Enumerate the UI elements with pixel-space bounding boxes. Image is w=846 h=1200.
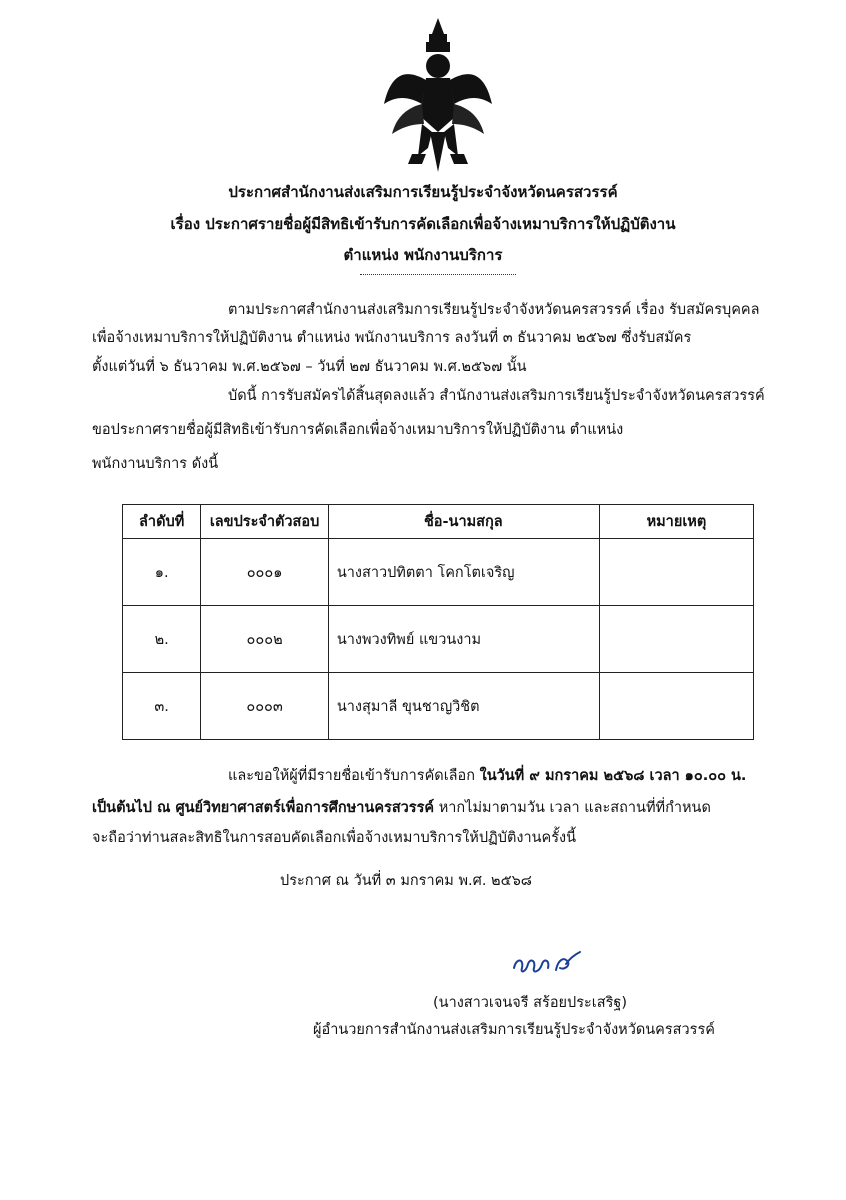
header-full-name: ชื่อ-นามสกุล xyxy=(328,505,599,539)
signatory-name: (นางสาวเจนจรี สร้อยประเสริฐ) xyxy=(433,995,628,1011)
paragraph-1-line-3: ตั้งแต่วันที่ ๖ ธันวาคม พ.ศ.๒๕๖๗ – วันที่ ๒๗ ธันวาคม พ.ศ.๒๕๖๗ นั้น xyxy=(92,359,527,375)
table-row xyxy=(123,673,754,740)
paragraph-2-line-1: บัดนี้ การรับสมัครได้สิ้นสุดลงแล้ว สำนักงานส่งเสริมการเรียนรู้ประจำจังหวัดนครสวรรค์ xyxy=(228,388,765,404)
announcement-position: ตำแหน่ง พนักงานบริการ xyxy=(343,246,503,264)
header-remarks: หมายเหตุ xyxy=(599,505,753,539)
closing-line-1-text: และขอให้ผู้ที่มีรายชื่อเข้ารับการคัดเลือก xyxy=(228,768,480,784)
row-exam-id: ๐๐๐๓ xyxy=(201,673,329,740)
signatory-position: ผู้อำนวยการสำนักงานส่งเสริมการเรียนรู้ประจำจังหวัดนครสวรรค์ xyxy=(313,1022,715,1038)
row-remarks xyxy=(599,539,753,606)
announcement-subject: เรื่อง ประกาศรายชื่อผู้มีสิทธิเข้ารับการคัดเลือกเพื่อจ้างเหมาบริการให้ปฏิบัติงาน xyxy=(170,215,676,233)
closing-line-2-text: หากไม่มาตามวัน เวลา และสถานที่ที่กำหนด xyxy=(434,800,711,816)
row-full-name: นางพวงทิพย์ แขวนงาม xyxy=(328,606,599,673)
row-full-name: นางสาวปทิตตา โคกโตเจริญ xyxy=(328,539,599,606)
paragraph-1-line-1: ตามประกาศสำนักงานส่งเสริมการเรียนรู้ประจำจังหวัดนครสวรรค์ เรื่อง รับสมัครบุคคล xyxy=(228,302,760,318)
header-number: ลำดับที่ xyxy=(123,505,201,539)
title-separator xyxy=(360,274,516,275)
closing-line-3: จะถือว่าท่านสละสิทธิในการสอบคัดเลือกเพื่อจ้างเหมาบริการให้ปฏิบัติงานครั้งนี้ xyxy=(92,830,577,846)
row-number: ๑. xyxy=(123,539,201,606)
row-number: ๒. xyxy=(123,606,201,673)
announcement-date: ประกาศ ณ วันที่ ๓ มกราคม พ.ศ. ๒๕๖๘ xyxy=(280,873,532,889)
announcement-title: ประกาศสำนักงานส่งเสริมการเรียนรู้ประจำจังหวัดนครสวรรค์ xyxy=(228,183,618,201)
header-exam-id: เลขประจำตัวสอบ xyxy=(201,505,329,539)
table-row xyxy=(123,539,754,606)
closing-line-2 xyxy=(92,798,711,818)
row-exam-id: ๐๐๐๒ xyxy=(201,606,329,673)
exam-date-time: ในวันที่ ๙ มกราคม ๒๕๖๘ เวลา ๑๐.๐๐ น. xyxy=(479,768,747,784)
signature-mark-icon xyxy=(510,950,582,976)
row-number: ๓. xyxy=(123,673,201,740)
paragraph-1-line-2: เพื่อจ้างเหมาบริการให้ปฏิบัติงาน ตำแหน่ง พนักงานบริการ ลงวันที่ ๓ ธันวาคม ๒๕๖๗ ซึ่งรับสมัคร xyxy=(92,330,692,346)
paragraph-2-line-2: ขอประกาศรายชื่อผู้มีสิทธิเข้ารับการคัดเลือกเพื่อจ้างเหมาบริการให้ปฏิบัติงาน ตำแหน่ง xyxy=(92,422,624,438)
table-row xyxy=(123,606,754,673)
row-full-name: นางสุมาลี ขุนชาญวิชิต xyxy=(328,673,599,740)
table-header-row xyxy=(123,505,754,539)
paragraph-2-line-3: พนักงานบริการ ดังนี้ xyxy=(92,456,219,472)
candidates-table xyxy=(122,504,754,740)
row-exam-id: ๐๐๐๑ xyxy=(201,539,329,606)
closing-line-1 xyxy=(228,766,746,786)
exam-location: เป็นต้นไป ณ ศูนย์วิทยาศาสตร์เพื่อการศึกษานครสวรรค์ xyxy=(92,800,435,816)
row-remarks xyxy=(599,673,753,740)
garuda-emblem-icon xyxy=(382,8,494,178)
row-remarks xyxy=(599,606,753,673)
